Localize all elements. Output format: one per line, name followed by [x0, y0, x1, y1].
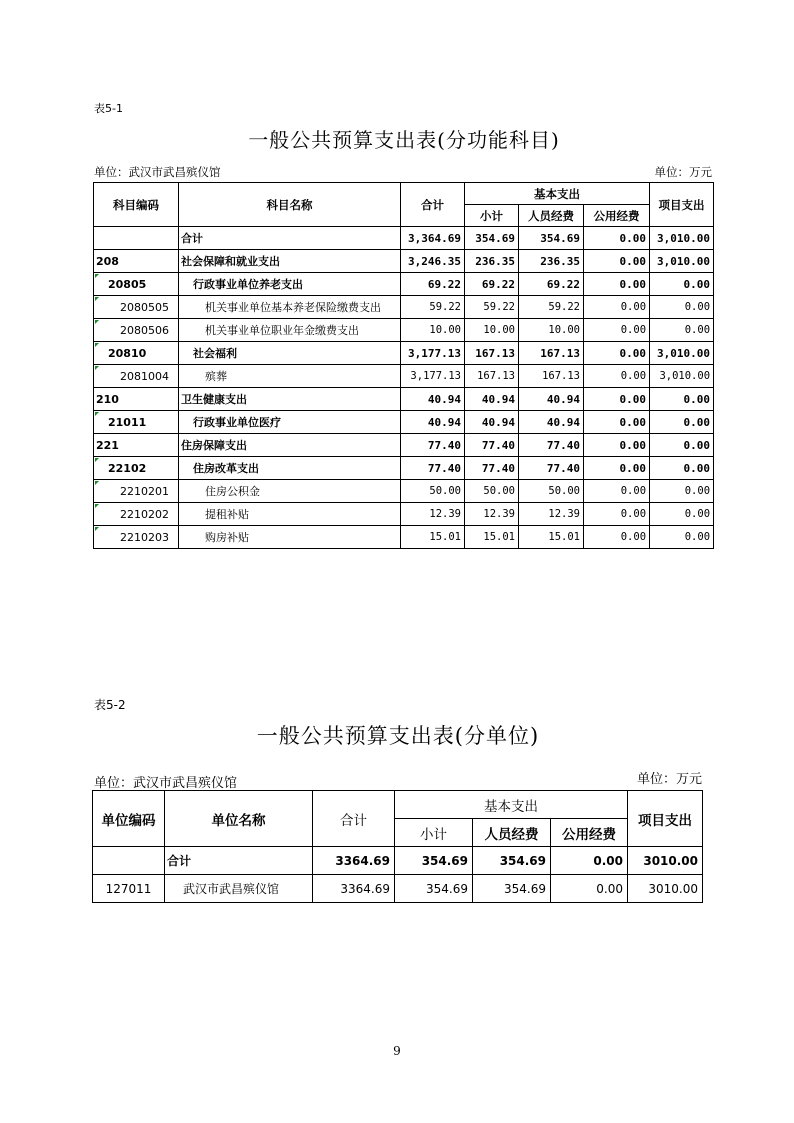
cell-project: 0.00 [650, 526, 714, 549]
table-row [94, 388, 714, 411]
cell-name: 合计 [165, 847, 313, 875]
cell-personnel: 354.69 [473, 875, 551, 903]
unit-label-currency: 单位：万元 [654, 165, 712, 179]
cell-total: 40.94 [401, 411, 465, 434]
cell-subtotal: 59.22 [465, 296, 519, 319]
cell-code: 20810 [94, 342, 179, 365]
cell-name: 住房公积金 [179, 480, 401, 503]
table-tag: 表5-1 [94, 102, 123, 115]
cell-code: 221 [94, 434, 179, 457]
cell-total: 12.39 [401, 503, 465, 526]
cell-project: 3,010.00 [650, 250, 714, 273]
cell-public: 0.00 [584, 319, 650, 342]
cell-public: 0.00 [584, 503, 650, 526]
header-name: 单位名称 [165, 791, 313, 847]
cell-public: 0.00 [584, 296, 650, 319]
table-row [93, 875, 703, 903]
expenditure-by-unit-table [92, 790, 703, 903]
cell-subtotal: 167.13 [465, 365, 519, 388]
cell-subtotal: 15.01 [465, 526, 519, 549]
cell-code: 2210203 [94, 526, 179, 549]
header-personnel: 人员经费 [473, 819, 551, 847]
table-row [94, 480, 714, 503]
cell-personnel: 354.69 [519, 227, 584, 250]
header-personnel: 人员经费 [519, 205, 584, 227]
cell-total: 50.00 [401, 480, 465, 503]
table-row [94, 503, 714, 526]
cell-name: 住房保障支出 [179, 434, 401, 457]
cell-total: 69.22 [401, 273, 465, 296]
table-row [94, 342, 714, 365]
cell-personnel: 236.35 [519, 250, 584, 273]
cell-code [94, 227, 179, 250]
cell-project: 0.00 [650, 480, 714, 503]
table-5-2-section [88, 690, 708, 912]
cell-public: 0.00 [584, 434, 650, 457]
table-row [94, 434, 714, 457]
header-subtotal: 小计 [395, 819, 473, 847]
cell-public: 0.00 [584, 480, 650, 503]
cell-subtotal: 354.69 [465, 227, 519, 250]
cell-personnel: 40.94 [519, 411, 584, 434]
table-row [94, 319, 714, 342]
table-row [94, 526, 714, 549]
cell-project: 0.00 [650, 388, 714, 411]
table-row [94, 365, 714, 388]
cell-subtotal: 354.69 [395, 875, 473, 903]
cell-total: 3,177.13 [401, 342, 465, 365]
cell-project: 0.00 [650, 296, 714, 319]
cell-total: 40.94 [401, 388, 465, 411]
cell-code: 21011 [94, 411, 179, 434]
cell-code: 2210201 [94, 480, 179, 503]
page-number: 9 [393, 1044, 401, 1058]
cell-project: 3,010.00 [650, 342, 714, 365]
table-row [94, 411, 714, 434]
table-row [94, 273, 714, 296]
cell-code: 22102 [94, 457, 179, 480]
cell-name: 社会福利 [179, 342, 401, 365]
cell-name: 购房补贴 [179, 526, 401, 549]
cell-subtotal: 40.94 [465, 411, 519, 434]
cell-personnel: 50.00 [519, 480, 584, 503]
header-public: 公用经费 [584, 205, 650, 227]
header-public: 公用经费 [551, 819, 628, 847]
cell-personnel: 77.40 [519, 457, 584, 480]
cell-public: 0.00 [584, 250, 650, 273]
table-row [94, 250, 714, 273]
table-title: 一般公共预算支出表(分功能科目) [248, 128, 560, 152]
cell-total: 3,246.35 [401, 250, 465, 273]
cell-public: 0.00 [584, 411, 650, 434]
cell-personnel: 10.00 [519, 319, 584, 342]
header-project: 项目支出 [628, 791, 703, 847]
cell-name: 武汉市武昌殡仪馆 [165, 875, 313, 903]
cell-personnel: 40.94 [519, 388, 584, 411]
cell-personnel: 59.22 [519, 296, 584, 319]
cell-code [93, 847, 165, 875]
cell-code: 208 [94, 250, 179, 273]
expenditure-by-function-table [93, 182, 714, 549]
cell-public: 0.00 [584, 526, 650, 549]
cell-name: 卫生健康支出 [179, 388, 401, 411]
cell-project: 3010.00 [628, 875, 703, 903]
cell-name: 行政事业单位医疗 [179, 411, 401, 434]
cell-public: 0.00 [551, 847, 628, 875]
cell-public: 0.00 [584, 365, 650, 388]
cell-public: 0.00 [584, 388, 650, 411]
cell-public: 0.00 [584, 227, 650, 250]
header-basic: 基本支出 [465, 183, 650, 205]
cell-public: 0.00 [551, 875, 628, 903]
cell-project: 0.00 [650, 503, 714, 526]
cell-personnel: 167.13 [519, 342, 584, 365]
cell-total: 3364.69 [313, 875, 395, 903]
cell-project: 0.00 [650, 319, 714, 342]
cell-personnel: 69.22 [519, 273, 584, 296]
table-tag: 表5-2 [94, 698, 126, 712]
table-row [94, 457, 714, 480]
header-basic: 基本支出 [395, 791, 628, 819]
cell-subtotal: 167.13 [465, 342, 519, 365]
cell-project: 0.00 [650, 411, 714, 434]
cell-project: 0.00 [650, 434, 714, 457]
cell-subtotal: 50.00 [465, 480, 519, 503]
cell-subtotal: 40.94 [465, 388, 519, 411]
header-name: 科目名称 [179, 183, 401, 227]
cell-total: 3,177.13 [401, 365, 465, 388]
header-code: 科目编码 [94, 183, 179, 227]
table-title: 一般公共预算支出表(分单位) [256, 724, 540, 748]
unit-label-currency: 单位：万元 [636, 772, 702, 787]
cell-personnel: 354.69 [473, 847, 551, 875]
cell-name: 住房改革支出 [179, 457, 401, 480]
table-row [93, 847, 703, 875]
table-5-1-section [90, 96, 718, 571]
cell-project: 3,010.00 [650, 365, 714, 388]
cell-subtotal: 69.22 [465, 273, 519, 296]
cell-code: 2210202 [94, 503, 179, 526]
unit-label-org: 单位：武汉市武昌殡仪馆 [94, 165, 221, 179]
cell-total: 77.40 [401, 457, 465, 480]
cell-name: 社会保障和就业支出 [179, 250, 401, 273]
cell-total: 3,364.69 [401, 227, 465, 250]
cell-personnel: 15.01 [519, 526, 584, 549]
cell-name: 合计 [179, 227, 401, 250]
cell-total: 77.40 [401, 434, 465, 457]
cell-subtotal: 10.00 [465, 319, 519, 342]
header-total: 合计 [401, 183, 465, 227]
table-row [94, 227, 714, 250]
cell-code: 127011 [93, 875, 165, 903]
cell-name: 殡葬 [179, 365, 401, 388]
cell-subtotal: 77.40 [465, 457, 519, 480]
cell-personnel: 12.39 [519, 503, 584, 526]
header-project: 项目支出 [650, 183, 714, 227]
header-subtotal: 小计 [465, 205, 519, 227]
header-code: 单位编码 [93, 791, 165, 847]
cell-personnel: 167.13 [519, 365, 584, 388]
cell-project: 0.00 [650, 457, 714, 480]
cell-code: 2080505 [94, 296, 179, 319]
cell-project: 3010.00 [628, 847, 703, 875]
cell-name: 机关事业单位基本养老保险缴费支出 [179, 296, 401, 319]
cell-subtotal: 354.69 [395, 847, 473, 875]
cell-public: 0.00 [584, 457, 650, 480]
cell-personnel: 77.40 [519, 434, 584, 457]
cell-name: 提租补贴 [179, 503, 401, 526]
cell-code: 2081004 [94, 365, 179, 388]
table-row [94, 296, 714, 319]
header-total: 合计 [313, 791, 395, 847]
cell-name: 机关事业单位职业年金缴费支出 [179, 319, 401, 342]
cell-public: 0.00 [584, 342, 650, 365]
cell-total: 15.01 [401, 526, 465, 549]
cell-project: 0.00 [650, 273, 714, 296]
unit-label-org: 单位：武汉市武昌殡仪馆 [94, 776, 238, 791]
cell-subtotal: 77.40 [465, 434, 519, 457]
cell-total: 10.00 [401, 319, 465, 342]
cell-code: 210 [94, 388, 179, 411]
cell-subtotal: 12.39 [465, 503, 519, 526]
cell-name: 行政事业单位养老支出 [179, 273, 401, 296]
cell-total: 59.22 [401, 296, 465, 319]
cell-code: 2080506 [94, 319, 179, 342]
cell-project: 3,010.00 [650, 227, 714, 250]
cell-public: 0.00 [584, 273, 650, 296]
cell-total: 3364.69 [313, 847, 395, 875]
cell-code: 20805 [94, 273, 179, 296]
cell-subtotal: 236.35 [465, 250, 519, 273]
